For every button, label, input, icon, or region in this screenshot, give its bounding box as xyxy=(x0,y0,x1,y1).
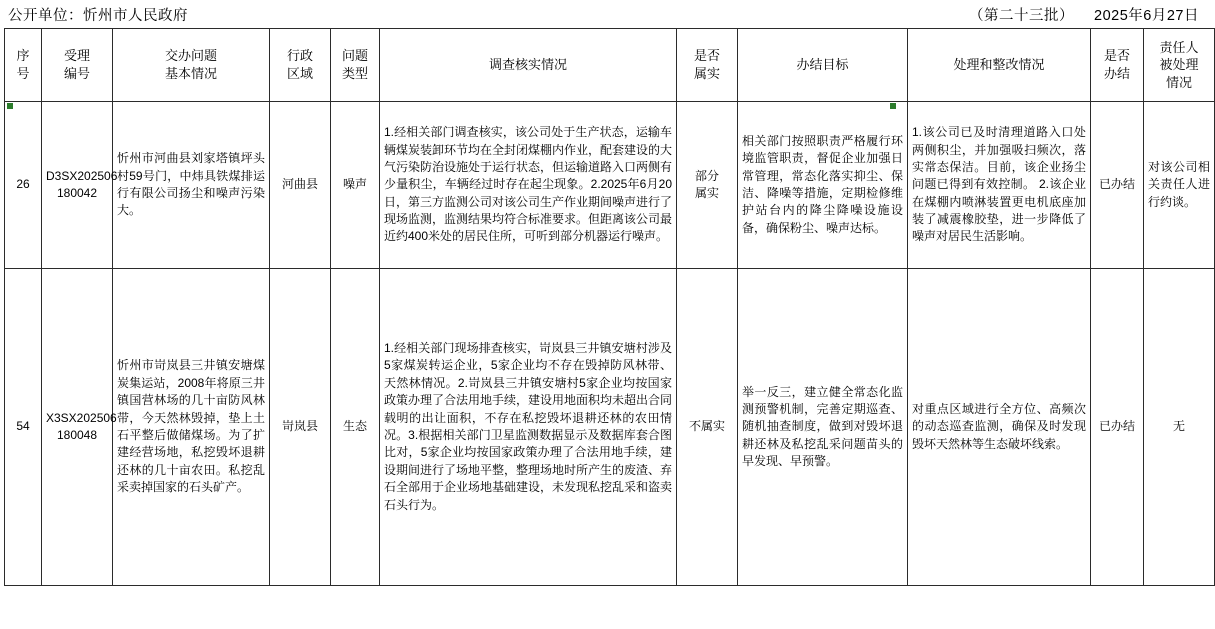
cell-basic: 忻州市岢岚县三井镇安塘煤炭集运站，2008年将原三井镇国营林场的几十亩防风林带，今天然林毁掉，垫上土石平整后做储煤场。为了扩建经营场地，私挖毁坏退耕还林的几十亩农田。私挖乱采卖掉国家的石头矿产。 xyxy=(113,269,270,586)
cell-done: 已办结 xyxy=(1091,269,1144,586)
document-header xyxy=(0,0,1215,28)
cell-region: 河曲县 xyxy=(270,102,331,269)
cell-done: 已办结 xyxy=(1091,102,1144,269)
table-row xyxy=(5,269,1215,586)
date-label: 2025年6月27日 xyxy=(1094,7,1199,24)
cell-goal: 举一反三，建立健全常态化监测预警机制，完善定期巡查、随机抽查制度，做到对毁坏退耕还林及私挖乱采问题苗头的早发现、早预警。 xyxy=(738,269,908,586)
cell-is-true: 不属实 xyxy=(677,269,738,586)
cell-basic: 忻州市河曲县刘家塔镇坪头村59号门，中炜具铁煤排运行有限公司扬尘和噪声污染大。 xyxy=(113,102,270,269)
cell-no: 54 xyxy=(5,269,42,586)
cell-type: 生态 xyxy=(331,269,380,586)
table-row xyxy=(5,102,1215,269)
col-header-goal: 办结目标 xyxy=(738,29,908,102)
col-header-responsible: 责任人 被处理 情况 xyxy=(1144,29,1215,102)
cell-no: 26 xyxy=(5,102,42,269)
col-header-handling: 处理和整改情况 xyxy=(908,29,1091,102)
col-header-basic: 交办问题 基本情况 xyxy=(113,29,270,102)
col-header-investigation: 调查核实情况 xyxy=(380,29,677,102)
col-header-is-true: 是否 属实 xyxy=(677,29,738,102)
cell-code-line2: 180048 xyxy=(56,428,98,442)
cell-is-true: 部分 属实 xyxy=(677,102,738,269)
cell-code xyxy=(42,102,118,269)
col-header-no: 序 号 xyxy=(5,29,42,102)
cell-code-line1: X3SX202506 xyxy=(46,410,117,425)
col-header-type: 问题 类型 xyxy=(331,29,380,102)
table-body xyxy=(5,102,1215,586)
cell-type: 噪声 xyxy=(331,102,380,269)
cell-handling: 1.该公司已及时清理道路入口处两侧积尘，并加强吸扫频次，落实常态保洁。目前，该企业扬尘问题已得到有效控制。 2.该企业在煤棚内喷淋装置更电机底座加装了减震橡胶垫，进一步降低了噪声对居民生活影响。 xyxy=(908,102,1091,269)
green-marker-left xyxy=(7,103,13,109)
green-marker-right xyxy=(890,103,896,109)
batch-label: （第二十三批） xyxy=(969,7,1075,24)
header-right xyxy=(969,4,1205,25)
col-header-done: 是否 办结 xyxy=(1091,29,1144,102)
complaints-table xyxy=(4,28,1215,586)
cell-code-line1: D3SX202506 xyxy=(46,168,118,183)
cell-responsible: 对该公司相关责任人进行约谈。 xyxy=(1144,102,1215,269)
cell-code xyxy=(42,269,117,586)
publisher-label: 公开单位：忻州市人民政府 xyxy=(8,7,188,24)
table-head xyxy=(5,29,1215,102)
table-header-row xyxy=(5,29,1215,102)
cell-goal: 相关部门按照职责严格履行环境监管职责，督促企业加强日常管理，常态化落实抑尘、保洁、降噪等措施，定期检修维护站台内的降尘降噪设施设备，确保粉尘、噪声达标。 xyxy=(738,102,908,269)
col-header-code: 受理 编号 xyxy=(42,29,113,102)
cell-investigation: 1.经相关部门现场排查核实，岢岚县三井镇安塘村涉及5家煤炭转运企业，5家企业均不存在毁掉防风林带、天然林情况。2.岢岚县三井镇安塘村5家企业均按国家政策办理了合法用地手续，建设用地面积均未超出合同载明的出让面积，不存在私挖毁坏退耕还林的农田情况。3.根据相关部门卫星监测数据显示及数据库套合图比对，5家企业均按国家政策办理了合法用地手续，建设期间进行了场地平整，整理场地时所产生的废渣、弃石全部用于企业场地基础建设，未发现私挖乱采和盗卖石头行为。 xyxy=(380,269,677,586)
cell-investigation: 1.经相关部门调查核实，该公司处于生产状态，运输车辆煤炭装卸环节均在全封闭煤棚内作业，配套建设的大气污染防治设施处于运行状态，但运输道路入口两侧有少量积尘，车辆经过时存在起尘现象。2.2025年6月20日，第三方监测公司对该公司生产作业期间噪声进行了现场监测，监测结果均符合标准要求。但距离该公司最近约400米处的居民住所，可听到部分机器运行噪声。 xyxy=(380,102,677,269)
cell-responsible: 无 xyxy=(1144,269,1215,586)
cell-region: 岢岚县 xyxy=(270,269,331,586)
cell-handling: 对重点区域进行全方位、高频次的动态巡查监测，确保及时发现毁坏天然林等生态破坏线索。 xyxy=(908,269,1091,586)
col-header-region: 行政 区域 xyxy=(270,29,331,102)
cell-code-line2: 180042 xyxy=(56,186,98,200)
